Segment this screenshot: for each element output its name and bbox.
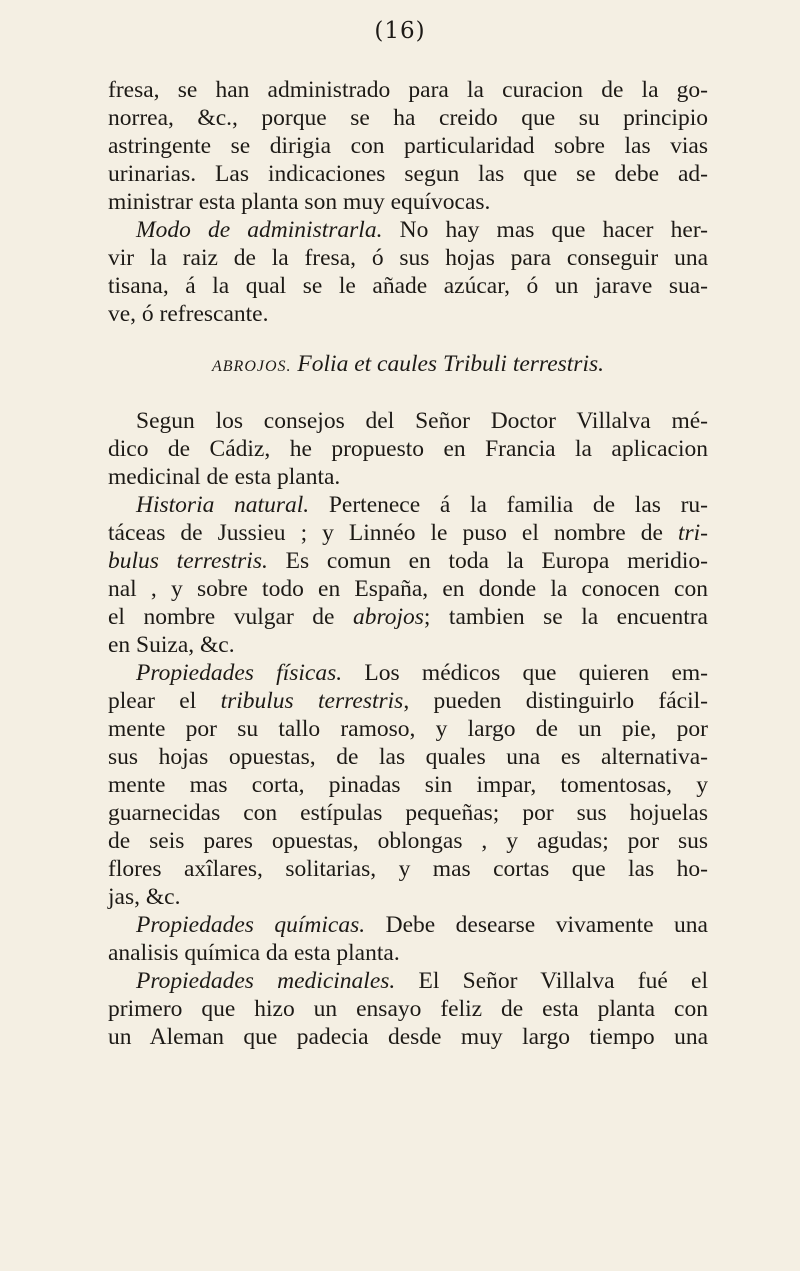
text-line: el nombre vulgar de abrojos; tambien se la encuentra	[108, 604, 708, 630]
paragraph-fisicas: Propiedades físicas. Los médicos que quieren em-	[136, 660, 708, 686]
text-line: urinarias. Las indicaciones segun las que se debe ad-	[108, 161, 708, 187]
text-line: Segun los consejos del Señor Doctor Villalva mé-	[136, 408, 708, 434]
text-line: un Aleman que padecia desde muy largo tiempo una	[108, 1024, 708, 1050]
section-heading	[108, 350, 708, 381]
quimicas-label: Propiedades químicas.	[136, 912, 366, 938]
text-line: sus hojas opuestas, de las quales una es alternativa-	[108, 744, 708, 770]
text-line: de seis pares opuestas, oblongas , y agudas; por sus	[108, 828, 708, 854]
text-line: mente por su tallo ramoso, y largo de un pie, por	[108, 716, 708, 742]
text-line: bulus terrestris. Es comun en toda la Europa meridio-	[108, 548, 708, 574]
text-line: vir la raiz de la fresa, ó sus hojas para conseguir una	[108, 245, 708, 271]
text-line: mente mas corta, pinadas sin impar, tomentosas, y	[108, 772, 708, 798]
text-line: norrea, &c., porque se ha creido que su principio	[108, 105, 708, 131]
text-line: tisana, á la qual se le añade azúcar, ó un jarave sua-	[108, 273, 708, 299]
page-number: (16)	[374, 18, 426, 44]
text-line: medicinal de esta planta.	[108, 464, 341, 490]
medicinales-label: Propiedades medicinales.	[136, 968, 396, 994]
text-line: guarnecidas con estípulas pequeñas; por sus hojuelas	[108, 800, 708, 826]
text-line: primero que hizo un ensayo feliz de esta planta con	[108, 996, 708, 1022]
paragraph-medicinales: Propiedades medicinales. El Señor Villalva fué el	[136, 968, 708, 994]
text-line: analisis química da esta planta.	[108, 940, 400, 966]
text-line: fresa, se han administrado para la curacion de la go-	[108, 77, 708, 103]
text-line: flores axîlares, solitarias, y mas cortas que las ho-	[108, 856, 708, 882]
paragraph-modo: Modo de administrarla. No hay mas que hacer her-	[136, 217, 708, 243]
text-line: nal , y sobre todo en España, en donde la conocen con	[108, 576, 708, 602]
text-line: plear el tribulus terrestris, pueden distinguirlo fácil-	[108, 688, 708, 714]
heading-smallcaps: ABROJOS.	[212, 358, 292, 375]
page-body	[108, 76, 708, 1051]
text-line: ve, ó refrescante.	[108, 301, 269, 327]
paragraph-quimicas: Propiedades químicas. Debe desearse vivamente una	[136, 912, 708, 938]
paragraph-historia: Historia natural. Pertenece á la familia de las ru-	[136, 492, 708, 518]
text-line: astringente se dirigia con particularidad sobre las vias	[108, 133, 708, 159]
heading-latin: Folia et caules Tribuli terrestris.	[291, 351, 604, 377]
fisicas-label: Propiedades físicas.	[136, 660, 343, 686]
text-line: táceas de Jussieu ; y Linnéo le puso el nombre de tri-	[108, 520, 708, 546]
text-line: jas, &c.	[108, 884, 181, 910]
text-line: ministrar esta planta son muy equívocas.	[108, 189, 491, 215]
text-line: dico de Cádiz, he propuesto en Francia la aplicacion	[108, 436, 708, 462]
text-line: en Suiza, &c.	[108, 632, 235, 658]
modo-label: Modo de administrarla.	[136, 217, 383, 243]
historia-label: Historia natural.	[136, 492, 310, 518]
